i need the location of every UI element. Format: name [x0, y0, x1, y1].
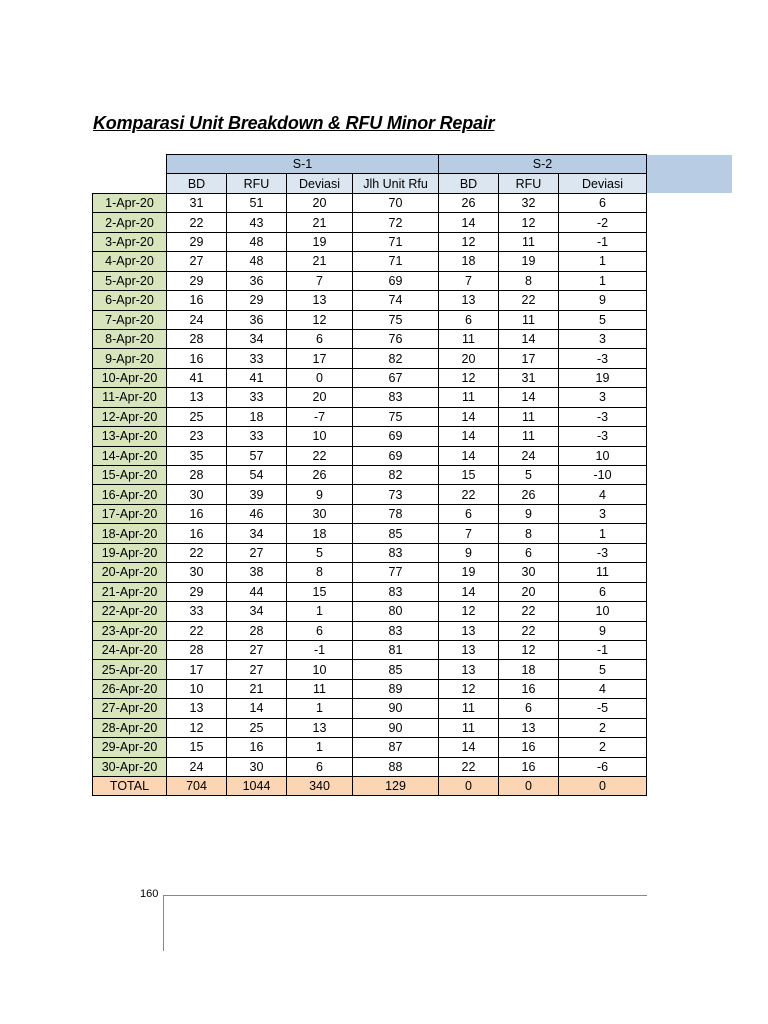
group-header-row	[93, 155, 647, 174]
value-cell: 30	[167, 485, 227, 504]
total-label: TOTAL	[93, 777, 167, 796]
value-cell: 11	[499, 407, 559, 426]
value-cell: 69	[353, 271, 439, 290]
date-cell: 18-Apr-20	[93, 524, 167, 543]
value-cell: -2	[559, 213, 647, 232]
value-cell: 7	[439, 271, 499, 290]
value-cell: 82	[353, 466, 439, 485]
table-row	[93, 368, 647, 387]
value-cell: 7	[439, 524, 499, 543]
table-row	[93, 602, 647, 621]
value-cell: 34	[227, 524, 287, 543]
value-cell: -3	[559, 349, 647, 368]
value-cell: -7	[287, 407, 353, 426]
value-cell: 7	[287, 271, 353, 290]
value-cell: 4	[559, 679, 647, 698]
value-cell: 78	[353, 504, 439, 523]
value-cell: 12	[439, 232, 499, 251]
value-cell: 10	[559, 446, 647, 465]
value-cell: 21	[227, 679, 287, 698]
value-cell: 22	[499, 291, 559, 310]
value-cell: -10	[559, 466, 647, 485]
value-cell: 46	[227, 504, 287, 523]
value-cell: 14	[499, 329, 559, 348]
value-cell: 48	[227, 252, 287, 271]
table-row	[93, 271, 647, 290]
value-cell: 6	[559, 582, 647, 601]
value-cell: 70	[353, 193, 439, 212]
value-cell: 2	[559, 738, 647, 757]
value-cell: 85	[353, 660, 439, 679]
value-cell: 6	[439, 504, 499, 523]
value-cell: 20	[439, 349, 499, 368]
value-cell: 30	[227, 757, 287, 776]
value-cell: 13	[439, 640, 499, 659]
group-header-s1: S-1	[167, 155, 439, 174]
table-row	[93, 329, 647, 348]
value-cell: 33	[227, 388, 287, 407]
value-cell: 31	[167, 193, 227, 212]
value-cell: 17	[287, 349, 353, 368]
table-row	[93, 213, 647, 232]
value-cell: 22	[167, 213, 227, 232]
value-cell: 10	[287, 660, 353, 679]
column-header: RFU	[499, 174, 559, 193]
value-cell: 18	[439, 252, 499, 271]
value-cell: 11	[439, 699, 499, 718]
chart-axis-label: 160	[140, 888, 159, 900]
value-cell: 1	[287, 699, 353, 718]
value-cell: 8	[287, 563, 353, 582]
date-cell: 10-Apr-20	[93, 368, 167, 387]
table-row	[93, 349, 647, 368]
value-cell: 12	[167, 718, 227, 737]
value-cell: 11	[439, 718, 499, 737]
value-cell: 33	[227, 427, 287, 446]
value-cell: 9	[287, 485, 353, 504]
value-cell: 17	[499, 349, 559, 368]
value-cell: 26	[287, 466, 353, 485]
value-cell: 9	[439, 543, 499, 562]
value-cell: 21	[287, 252, 353, 271]
value-cell: 67	[353, 368, 439, 387]
breakdown-rfu-table	[92, 154, 647, 796]
value-cell: 3	[559, 329, 647, 348]
date-cell: 13-Apr-20	[93, 427, 167, 446]
total-value: 0	[559, 777, 647, 796]
value-cell: 57	[227, 446, 287, 465]
value-cell: 30	[499, 563, 559, 582]
value-cell: 33	[167, 602, 227, 621]
value-cell: 41	[167, 368, 227, 387]
date-cell: 28-Apr-20	[93, 718, 167, 737]
value-cell: 26	[439, 193, 499, 212]
value-cell: 18	[287, 524, 353, 543]
value-cell: 6	[499, 699, 559, 718]
value-cell: 10	[287, 427, 353, 446]
value-cell: 34	[227, 329, 287, 348]
value-cell: -1	[287, 640, 353, 659]
value-cell: 9	[559, 291, 647, 310]
date-cell: 24-Apr-20	[93, 640, 167, 659]
value-cell: 5	[559, 310, 647, 329]
date-cell: 5-Apr-20	[93, 271, 167, 290]
value-cell: 13	[167, 699, 227, 718]
table-row	[93, 193, 647, 212]
table-row	[93, 466, 647, 485]
value-cell: 30	[287, 504, 353, 523]
value-cell: 14	[439, 407, 499, 426]
value-cell: 6	[439, 310, 499, 329]
value-cell: 14	[439, 446, 499, 465]
value-cell: 13	[287, 291, 353, 310]
value-cell: 11	[499, 310, 559, 329]
table-row	[93, 757, 647, 776]
table-row	[93, 232, 647, 251]
value-cell: 11	[287, 679, 353, 698]
value-cell: 14	[439, 427, 499, 446]
value-cell: 71	[353, 252, 439, 271]
value-cell: 13	[499, 718, 559, 737]
date-cell: 20-Apr-20	[93, 563, 167, 582]
table-row	[93, 679, 647, 698]
table-row	[93, 699, 647, 718]
group-header-s2: S-2	[439, 155, 647, 174]
value-cell: 22	[499, 602, 559, 621]
value-cell: 89	[353, 679, 439, 698]
value-cell: 83	[353, 621, 439, 640]
value-cell: 5	[559, 660, 647, 679]
value-cell: 13	[287, 718, 353, 737]
value-cell: 19	[559, 368, 647, 387]
page-title: Komparasi Unit Breakdown & RFU Minor Repair	[93, 113, 495, 133]
value-cell: 43	[227, 213, 287, 232]
value-cell: 22	[287, 446, 353, 465]
value-cell: 81	[353, 640, 439, 659]
value-cell: 16	[167, 291, 227, 310]
value-cell: 74	[353, 291, 439, 310]
value-cell: 24	[499, 446, 559, 465]
value-cell: 83	[353, 582, 439, 601]
table-row	[93, 407, 647, 426]
value-cell: 36	[227, 310, 287, 329]
date-cell: 22-Apr-20	[93, 602, 167, 621]
value-cell: 12	[287, 310, 353, 329]
value-cell: 51	[227, 193, 287, 212]
column-header: Deviasi	[559, 174, 647, 193]
value-cell: 19	[439, 563, 499, 582]
date-cell: 2-Apr-20	[93, 213, 167, 232]
value-cell: 69	[353, 427, 439, 446]
value-cell: 12	[439, 368, 499, 387]
value-cell: 85	[353, 524, 439, 543]
value-cell: 12	[499, 640, 559, 659]
date-cell: 19-Apr-20	[93, 543, 167, 562]
value-cell: 15	[287, 582, 353, 601]
table-row	[93, 563, 647, 582]
value-cell: 21	[287, 213, 353, 232]
value-cell: 9	[499, 504, 559, 523]
value-cell: 18	[499, 660, 559, 679]
column-header: RFU	[227, 174, 287, 193]
value-cell: 88	[353, 757, 439, 776]
value-cell: 15	[167, 738, 227, 757]
value-cell: 16	[167, 524, 227, 543]
corner-blank	[93, 155, 167, 174]
table-row	[93, 738, 647, 757]
value-cell: 27	[227, 640, 287, 659]
table-row	[93, 621, 647, 640]
table-row	[93, 427, 647, 446]
value-cell: 9	[559, 621, 647, 640]
value-cell: 16	[227, 738, 287, 757]
total-row	[93, 777, 647, 796]
value-cell: 29	[167, 271, 227, 290]
value-cell: 11	[439, 388, 499, 407]
value-cell: 20	[499, 582, 559, 601]
value-cell: 44	[227, 582, 287, 601]
value-cell: 12	[439, 679, 499, 698]
value-cell: 28	[167, 640, 227, 659]
column-header: Deviasi	[287, 174, 353, 193]
date-cell: 21-Apr-20	[93, 582, 167, 601]
total-value: 129	[353, 777, 439, 796]
value-cell: 27	[167, 252, 227, 271]
table-row	[93, 582, 647, 601]
value-cell: 0	[287, 368, 353, 387]
value-cell: 39	[227, 485, 287, 504]
value-cell: 14	[499, 388, 559, 407]
total-value: 0	[439, 777, 499, 796]
value-cell: 20	[287, 193, 353, 212]
value-cell: 27	[227, 660, 287, 679]
table-row	[93, 310, 647, 329]
value-cell: 4	[559, 485, 647, 504]
date-cell: 1-Apr-20	[93, 193, 167, 212]
date-cell: 11-Apr-20	[93, 388, 167, 407]
value-cell: 16	[499, 738, 559, 757]
value-cell: 24	[167, 757, 227, 776]
value-cell: -6	[559, 757, 647, 776]
value-cell: 6	[559, 193, 647, 212]
date-cell: 9-Apr-20	[93, 349, 167, 368]
value-cell: 29	[167, 232, 227, 251]
column-header-row	[93, 174, 647, 193]
date-cell: 26-Apr-20	[93, 679, 167, 698]
value-cell: 25	[227, 718, 287, 737]
value-cell: 11	[499, 232, 559, 251]
date-cell: 14-Apr-20	[93, 446, 167, 465]
table-row	[93, 660, 647, 679]
total-value: 1044	[227, 777, 287, 796]
value-cell: 38	[227, 563, 287, 582]
date-cell: 4-Apr-20	[93, 252, 167, 271]
value-cell: 22	[439, 485, 499, 504]
date-cell: 8-Apr-20	[93, 329, 167, 348]
value-cell: 72	[353, 213, 439, 232]
value-cell: 3	[559, 388, 647, 407]
value-cell: 71	[353, 232, 439, 251]
total-value: 0	[499, 777, 559, 796]
value-cell: -1	[559, 640, 647, 659]
value-cell: 6	[287, 757, 353, 776]
value-cell: 22	[439, 757, 499, 776]
date-cell: 15-Apr-20	[93, 466, 167, 485]
value-cell: 8	[499, 524, 559, 543]
value-cell: 13	[439, 291, 499, 310]
value-cell: 26	[499, 485, 559, 504]
value-cell: 10	[559, 602, 647, 621]
value-cell: 11	[439, 329, 499, 348]
value-cell: 29	[227, 291, 287, 310]
value-cell: 22	[167, 621, 227, 640]
value-cell: 48	[227, 232, 287, 251]
value-cell: 77	[353, 563, 439, 582]
value-cell: 6	[499, 543, 559, 562]
table-row	[93, 543, 647, 562]
chart-frame	[163, 895, 647, 951]
value-cell: 16	[499, 757, 559, 776]
value-cell: 75	[353, 407, 439, 426]
value-cell: 24	[167, 310, 227, 329]
date-cell: 16-Apr-20	[93, 485, 167, 504]
value-cell: 13	[439, 660, 499, 679]
table-row	[93, 291, 647, 310]
value-cell: 87	[353, 738, 439, 757]
column-header: BD	[167, 174, 227, 193]
value-cell: 14	[439, 213, 499, 232]
table-row	[93, 718, 647, 737]
value-cell: 83	[353, 388, 439, 407]
value-cell: 2	[559, 718, 647, 737]
value-cell: 69	[353, 446, 439, 465]
value-cell: 16	[167, 504, 227, 523]
value-cell: 5	[287, 543, 353, 562]
value-cell: -3	[559, 407, 647, 426]
table-row	[93, 446, 647, 465]
table-row	[93, 640, 647, 659]
table-row	[93, 504, 647, 523]
value-cell: 30	[167, 563, 227, 582]
total-value: 704	[167, 777, 227, 796]
date-cell: 27-Apr-20	[93, 699, 167, 718]
value-cell: 25	[167, 407, 227, 426]
value-cell: 27	[227, 543, 287, 562]
value-cell: 80	[353, 602, 439, 621]
value-cell: 1	[559, 271, 647, 290]
date-cell: 17-Apr-20	[93, 504, 167, 523]
header-fill-band	[645, 155, 732, 193]
date-cell: 3-Apr-20	[93, 232, 167, 251]
value-cell: 35	[167, 446, 227, 465]
table-row	[93, 524, 647, 543]
value-cell: 1	[287, 738, 353, 757]
table-row	[93, 388, 647, 407]
value-cell: 23	[167, 427, 227, 446]
date-cell: 23-Apr-20	[93, 621, 167, 640]
value-cell: 10	[167, 679, 227, 698]
value-cell: 32	[499, 193, 559, 212]
value-cell: 14	[439, 582, 499, 601]
column-header: BD	[439, 174, 499, 193]
value-cell: 19	[499, 252, 559, 271]
value-cell: 29	[167, 582, 227, 601]
value-cell: 41	[227, 368, 287, 387]
value-cell: 6	[287, 329, 353, 348]
value-cell: 90	[353, 699, 439, 718]
value-cell: 8	[499, 271, 559, 290]
date-cell: 30-Apr-20	[93, 757, 167, 776]
date-cell: 29-Apr-20	[93, 738, 167, 757]
value-cell: 6	[287, 621, 353, 640]
value-cell: 13	[439, 621, 499, 640]
corner-blank	[93, 174, 167, 193]
value-cell: 15	[439, 466, 499, 485]
value-cell: 34	[227, 602, 287, 621]
value-cell: 14	[439, 738, 499, 757]
value-cell: 11	[499, 427, 559, 446]
value-cell: 14	[227, 699, 287, 718]
column-header: Jlh Unit Rfu	[353, 174, 439, 193]
value-cell: 12	[439, 602, 499, 621]
value-cell: 20	[287, 388, 353, 407]
value-cell: 16	[167, 349, 227, 368]
date-cell: 12-Apr-20	[93, 407, 167, 426]
value-cell: 13	[167, 388, 227, 407]
value-cell: 75	[353, 310, 439, 329]
date-cell: 25-Apr-20	[93, 660, 167, 679]
value-cell: 11	[559, 563, 647, 582]
value-cell: 33	[227, 349, 287, 368]
value-cell: -3	[559, 427, 647, 446]
value-cell: 1	[559, 524, 647, 543]
value-cell: -3	[559, 543, 647, 562]
value-cell: 1	[559, 252, 647, 271]
value-cell: 17	[167, 660, 227, 679]
value-cell: 82	[353, 349, 439, 368]
value-cell: 31	[499, 368, 559, 387]
value-cell: 28	[167, 329, 227, 348]
value-cell: 16	[499, 679, 559, 698]
value-cell: 22	[167, 543, 227, 562]
value-cell: -1	[559, 232, 647, 251]
value-cell: 36	[227, 271, 287, 290]
value-cell: 54	[227, 466, 287, 485]
value-cell: 12	[499, 213, 559, 232]
value-cell: 19	[287, 232, 353, 251]
value-cell: 28	[167, 466, 227, 485]
value-cell: 90	[353, 718, 439, 737]
table-row	[93, 485, 647, 504]
value-cell: 76	[353, 329, 439, 348]
value-cell: 18	[227, 407, 287, 426]
value-cell: 73	[353, 485, 439, 504]
value-cell: 1	[287, 602, 353, 621]
value-cell: 3	[559, 504, 647, 523]
table-row	[93, 252, 647, 271]
value-cell: -5	[559, 699, 647, 718]
value-cell: 22	[499, 621, 559, 640]
value-cell: 28	[227, 621, 287, 640]
date-cell: 6-Apr-20	[93, 291, 167, 310]
value-cell: 83	[353, 543, 439, 562]
value-cell: 5	[499, 466, 559, 485]
total-value: 340	[287, 777, 353, 796]
date-cell: 7-Apr-20	[93, 310, 167, 329]
